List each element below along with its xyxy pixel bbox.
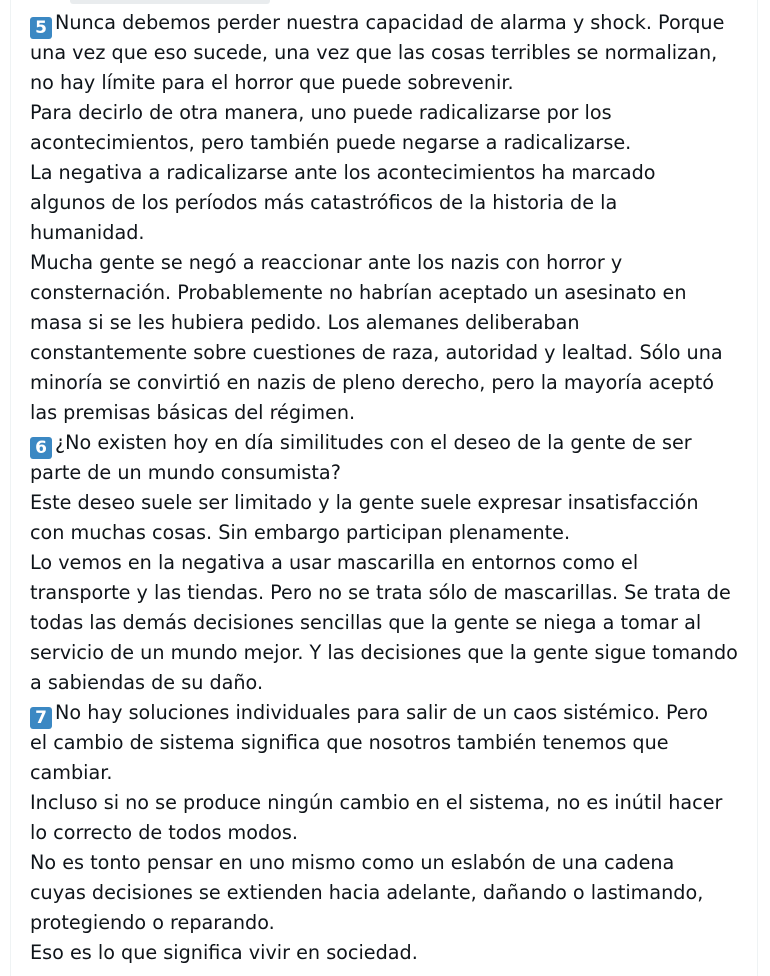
post-line [30,728,742,758]
post-line-text: protegiendo o reparando. [30,911,275,934]
post-line [30,368,742,398]
post-line [30,248,742,278]
post-line-text: parte de un mundo consumista? [30,461,341,484]
post-line-text: algunos de los períodos más catastróficos de la historia de la [30,191,618,214]
post-line-text: ¿No existen hoy en día similitudes con el deseo de la gente de ser [55,431,692,454]
post-line-text: con muchas cosas. Sin embargo participan plenamente. [30,521,571,544]
post-line [30,698,742,728]
post-line [30,8,742,38]
post-line-text: cuyas decisiones se extienden hacia adelante, dañando o lastimando, [30,881,704,904]
post-line [30,188,742,218]
post-line-text: cambiar. [30,761,113,784]
post-line [30,398,742,428]
post-line [30,608,742,638]
post-line-text: consternación. Probablemente no habrían aceptado un asesinato en [30,281,687,304]
post-line [30,488,742,518]
post-line [30,638,742,668]
post-line [30,428,742,458]
post-line [30,98,742,128]
post-line [30,938,742,968]
keycap-number-6-icon: 6 [30,437,52,459]
post-line-text: todas las demás decisiones sencillas que la gente se niega a tomar al [30,611,702,634]
post-line [30,818,742,848]
post-line-text: minoría se convirtió en nazis de pleno derecho, pero la mayoría aceptó [30,371,715,394]
post-line [30,878,742,908]
post-line-text: el cambio de sistema significa que nosotros también tenemos que [30,731,669,754]
post-line [30,68,742,98]
keycap-number-7-icon: 7 [30,707,52,729]
post-line-text: masa si se les hubiera pedido. Los alemanes deliberaban [30,311,580,334]
post-line [30,338,742,368]
post-line-text: transporte y las tiendas. Pero no se trata sólo de mascarillas. Se trata de [30,581,731,604]
post-line [30,758,742,788]
post-line [30,578,742,608]
post-line [30,668,742,698]
post-line [30,518,742,548]
post-line [30,128,742,158]
post-line-text: No hay soluciones individuales para salir de un caos sistémico. Pero [55,701,708,724]
post-line [30,458,742,488]
post-line [30,908,742,938]
post-line-text: Para decirlo de otra manera, uno puede radicalizarse por los [30,101,612,124]
post-line [30,548,742,578]
post-line-text: a sabiendas de su daño. [30,671,264,694]
post-line-text: servicio de un mundo mejor. Y las decisiones que la gente sigue tomando [30,641,738,664]
post-line [30,308,742,338]
post-line [30,848,742,878]
post-line-text: Nunca debemos perder nuestra capacidad de alarma y shock. Porque [55,11,725,34]
post-line-text: Incluso si no se produce ningún cambio en el sistema, no es inútil hacer [30,791,723,814]
post-line-text: Este deseo suele ser limitado y la gente suele expresar insatisfacción [30,491,699,514]
post-line-text: La negativa a radicalizarse ante los acontecimientos ha marcado [30,161,656,184]
post-line-text: Mucha gente se negó a reaccionar ante los nazis con horror y [30,251,623,274]
post-line [30,38,742,68]
previous-content-edge [70,0,270,4]
post-line [30,788,742,818]
post-line-text: las premisas básicas del régimen. [30,401,356,424]
post-line-text: lo correcto de todos modos. [30,821,298,844]
post-line-text: humanidad. [30,221,145,244]
post-line-text: una vez que eso sucede, una vez que las cosas terribles se normalizan, [30,41,718,64]
post-line-text: Eso es lo que significa vivir en sociedad. [30,941,418,964]
post-line [30,278,742,308]
keycap-number-5-icon: 5 [30,17,52,39]
post-line [30,158,742,188]
post-line-text: acontecimientos, pero también puede negarse a radicalizarse. [30,131,632,154]
post-line-text: No es tonto pensar en uno mismo como un eslabón de una cadena [30,851,675,874]
post-line-text: Lo vemos en la negativa a usar mascarilla en entornos como el [30,551,639,574]
post-line [30,218,742,248]
post-line-text: constantemente sobre cuestiones de raza, autoridad y lealtad. Sólo una [30,341,723,364]
post-text [30,8,742,968]
post-line-text: no hay límite para el horror que puede sobrevenir. [30,71,514,94]
